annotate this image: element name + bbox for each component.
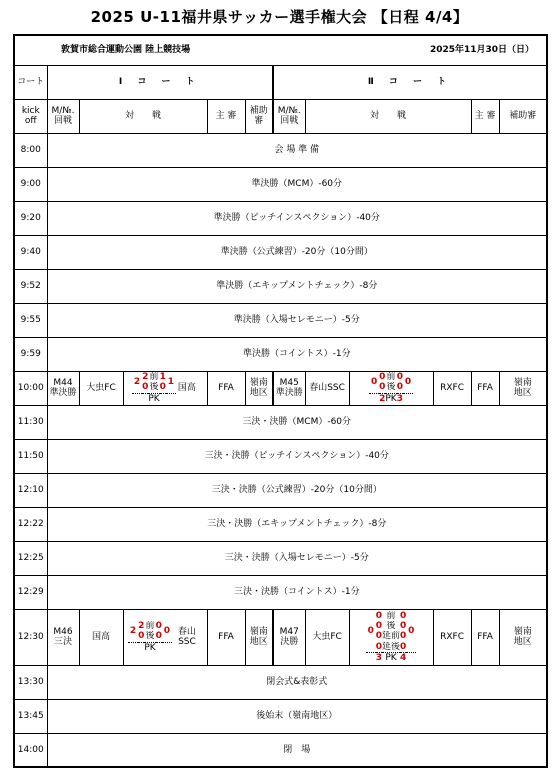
time-cell: 12:29 (14, 575, 47, 609)
assistant: 嶺南 地区 (245, 609, 273, 665)
match-no-header: M/№. 回戦 (273, 99, 305, 133)
event-cell: 三決・決勝（ピッチインスペクション）-40分 (47, 439, 547, 473)
referee-header: 主 審 (207, 99, 245, 133)
match-row-1230 (14, 609, 547, 665)
event-cell: 準決勝（MCM）-60分 (47, 167, 547, 201)
score-box (123, 609, 207, 665)
event-cell: 準決勝（入場セレモニー）-5分 (47, 303, 547, 337)
time-cell: 9:40 (14, 235, 47, 269)
schedule-table (13, 34, 548, 768)
court-1-header: Ⅰ コ ー ト (47, 65, 273, 99)
time-cell: 8:00 (14, 133, 47, 167)
match-no: M44 準決勝 (47, 371, 79, 405)
event-cell: 閉 場 (47, 733, 547, 767)
time-cell: 14:00 (14, 733, 47, 767)
score-box (123, 371, 207, 405)
event-cell: 三決・決勝（公式練習）-20分（10分間） (47, 473, 547, 507)
referee: FFA (471, 609, 499, 665)
taisen-header: 対 戦 (305, 99, 471, 133)
time-cell: 11:30 (14, 405, 47, 439)
event-cell: 三決・決勝（コイントス）-1分 (47, 575, 547, 609)
team-a: 大虫FC (305, 609, 349, 665)
team-a: 大虫FC (79, 371, 123, 405)
time-cell: 9:52 (14, 269, 47, 303)
team-a: 春山SSC (305, 371, 349, 405)
event-cell: 三決・決勝（MCM）-60分 (47, 405, 547, 439)
assistant: 嶺南 地区 (245, 371, 273, 405)
match-no: M47 決勝 (273, 609, 305, 665)
assistant: 嶺南 地区 (499, 371, 547, 405)
match-row-1000 (14, 371, 547, 405)
team-b: RXFC (433, 609, 471, 665)
score-table: 0 0 前 0 0 0 後 0 0 延前 0 0 延後 0 3 PK 4 (367, 610, 415, 664)
event-cell: 閉会式&表彰式 (47, 665, 547, 699)
time-cell: 12:10 (14, 473, 47, 507)
kickoff-header: kick off (14, 99, 47, 133)
time-cell: 9:55 (14, 303, 47, 337)
event-cell: 準決勝（エキップメントチェック）-8分 (47, 269, 547, 303)
time-cell: 12:25 (14, 541, 47, 575)
referee: FFA (207, 609, 245, 665)
time-cell: 9:20 (14, 201, 47, 235)
court-label: コート (14, 65, 47, 99)
date: 2025年11月30日（日） (305, 35, 547, 65)
event-cell: 準決勝（公式練習）-20分（10分間） (47, 235, 547, 269)
assistant-header: 補助審 (499, 99, 547, 133)
referee: FFA (471, 371, 499, 405)
score-table: 2 2 前 1 1 国高 0 後 0 PK (133, 371, 196, 404)
team-a: 国高 (79, 609, 123, 665)
time-cell: 9:59 (14, 337, 47, 371)
time-cell: 9:00 (14, 167, 47, 201)
event-cell: 後始末（嶺南地区） (47, 699, 547, 733)
time-cell: 13:30 (14, 665, 47, 699)
event-cell: 三決・決勝（入場セレモニー）-5分 (47, 541, 547, 575)
event-cell: 準決勝（コイントス）-1分 (47, 337, 547, 371)
event-cell: 準決勝（ピッチインスペクション）-40分 (47, 201, 547, 235)
team-b: RXFC (433, 371, 471, 405)
event-cell: 会 場 準 備 (47, 133, 547, 167)
time-cell: 10:00 (14, 371, 47, 405)
time-cell: 12:30 (14, 609, 47, 665)
court-2-header: Ⅱ コ ー ト (273, 65, 547, 99)
page-title: 2025 U-11福井県サッカー選手権大会 【日程 4/4】 (90, 8, 469, 26)
taisen-header: 対 戦 (79, 99, 207, 133)
venue: 敦賀市総合運動公園 陸上競技場 (14, 35, 305, 65)
match-no: M45 準決勝 (273, 371, 305, 405)
referee: FFA (207, 371, 245, 405)
score-table: 0 0 前 0 0 0 後 0 2 PK 3 (370, 371, 412, 404)
time-cell: 12:22 (14, 507, 47, 541)
event-cell: 三決・決勝（エキップメントチェック）-8分 (47, 507, 547, 541)
time-cell: 11:50 (14, 439, 47, 473)
match-no: M46 三決 (47, 609, 79, 665)
assistant: 嶺南 地区 (499, 609, 547, 665)
score-table: 2 2 前 0 0 春山SSC 0 後 0 PK (129, 620, 196, 653)
assistant-header: 補助審 (245, 99, 273, 133)
match-no-header: M/№. 回戦 (47, 99, 79, 133)
referee-header: 主 審 (471, 99, 499, 133)
time-cell: 13:45 (14, 699, 47, 733)
score-box (349, 371, 433, 405)
score-box (349, 609, 433, 665)
